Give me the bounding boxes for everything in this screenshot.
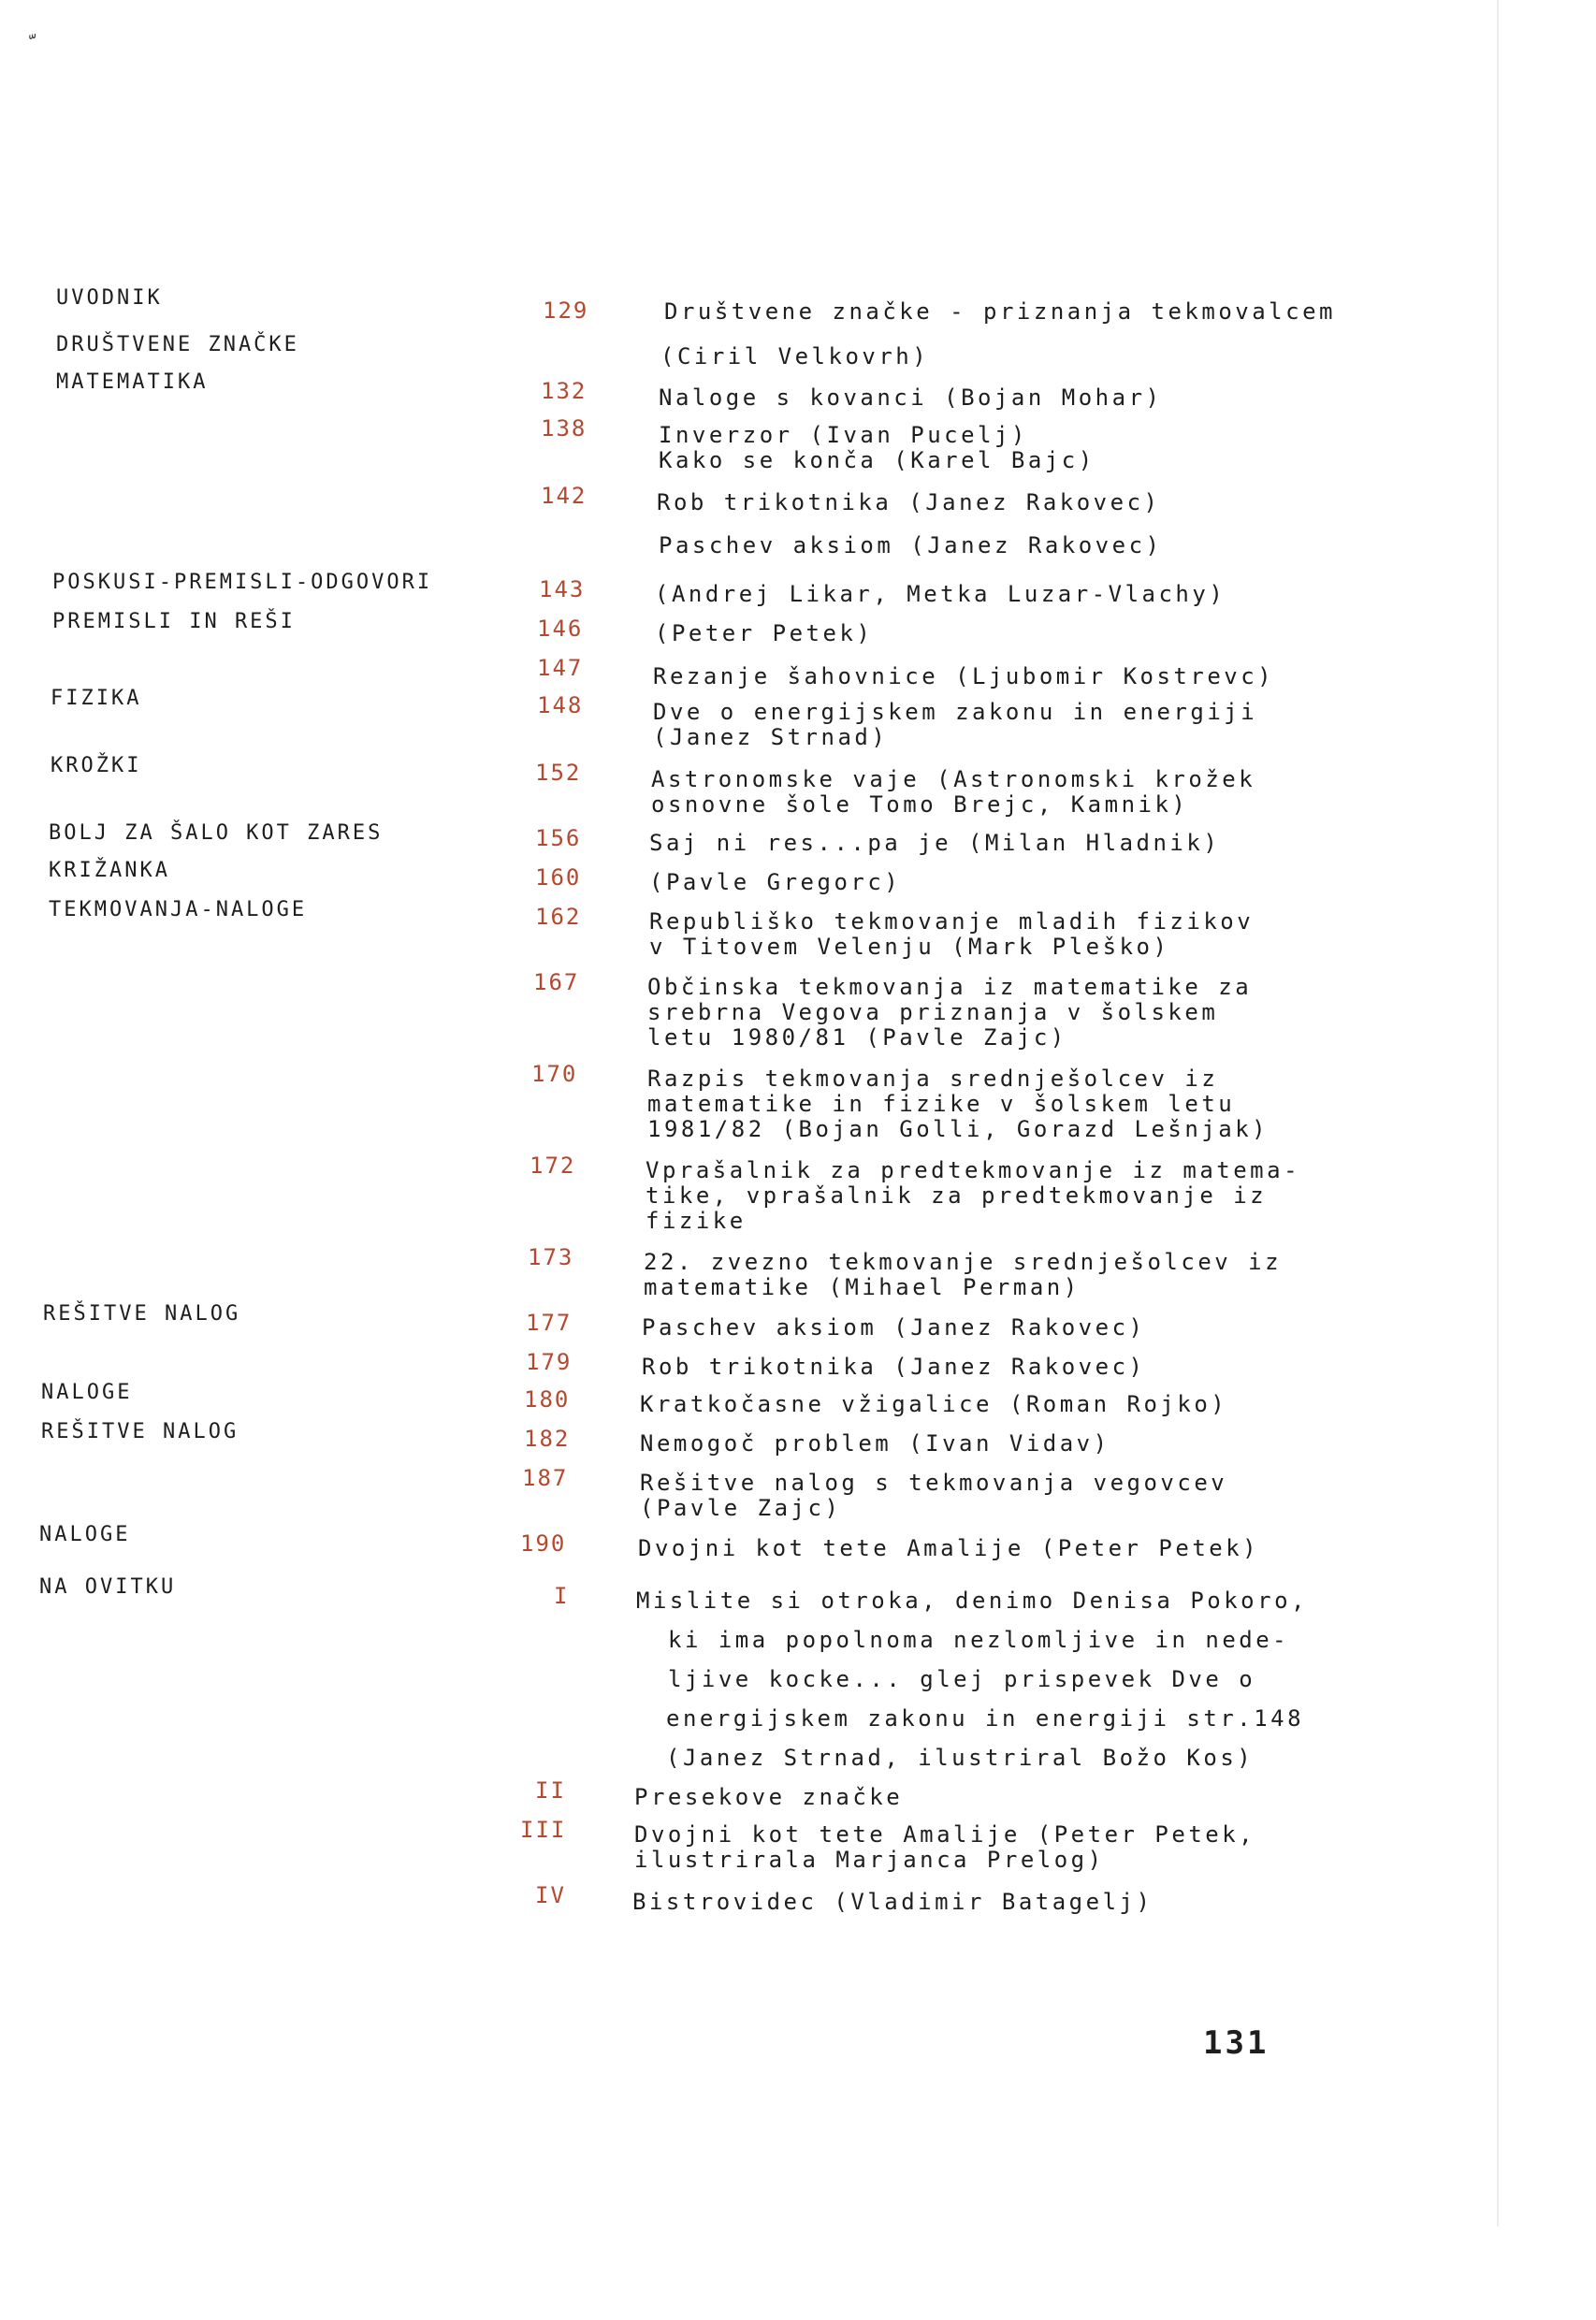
page-number: 173 (528, 1244, 574, 1270)
article-title: Rezanje šahovnice (Ljubomir Kostrevc) (653, 663, 1275, 689)
page-folio: 131 (1203, 2024, 1270, 2062)
section-heading: NALOGE (41, 1381, 133, 1404)
page-number: 170 (531, 1061, 578, 1087)
page-number: 129 (543, 297, 589, 324)
article-title: Naloge s kovanci (Bojan Mohar) (659, 384, 1163, 411)
article-title: (Janez Strnad, ilustriral Božo Kos) (666, 1745, 1255, 1771)
article-title: Rob trikotnika (Janez Rakovec) (657, 489, 1161, 515)
page-number: 167 (533, 969, 580, 995)
page-number: 132 (541, 378, 588, 404)
page-number: 147 (537, 655, 584, 681)
page-number: I (554, 1583, 570, 1609)
article-title: Rešitve nalog s tekmovanja vegovcev (Pavle Zajc) (640, 1470, 1228, 1521)
article-title: Saj ni res...pa je (Milan Hladnik) (649, 830, 1221, 856)
section-heading: POSKUSI-PREMISLI-ODGOVORI (52, 571, 433, 594)
section-heading: REŠITVE NALOG (43, 1302, 241, 1326)
article-title: Dvojni kot tete Amalije (Peter Petek) (638, 1535, 1260, 1561)
section-heading: MATEMATIKA (56, 370, 209, 394)
article-title: Nemogoč problem (Ivan Vidav) (640, 1430, 1110, 1457)
page-number: 162 (535, 904, 582, 930)
page-number: 180 (524, 1386, 571, 1413)
page-number: 179 (526, 1349, 573, 1375)
page-number: 148 (537, 692, 584, 718)
article-title: Razpis tekmovanja srednješolcev iz matematike in fizike v šolskem letu 1981/82 (Bojan Golli, Gorazd Lešnjak) (647, 1066, 1270, 1142)
page-number: 138 (541, 415, 588, 442)
article-title: ljive kocke... glej prispevek Dve o (668, 1666, 1256, 1692)
section-heading: DRUŠTVENE ZNAČKE (56, 333, 299, 356)
page-number: 156 (535, 825, 582, 851)
page-edge-line (1497, 0, 1499, 2226)
article-title: Dvojni kot tete Amalije (Peter Petek, ilustrirala Marjanca Prelog) (634, 1821, 1256, 1873)
page-number: II (535, 1777, 566, 1804)
page-number: 190 (520, 1530, 567, 1557)
section-heading: NA OVITKU (39, 1575, 177, 1599)
article-title: Paschev aksiom (Janez Rakovec) (659, 532, 1163, 558)
article-title: energijskem zakonu in energiji str.148 (666, 1705, 1305, 1732)
section-heading: REŠITVE NALOG (41, 1420, 239, 1443)
article-title: Občinska tekmovanja iz matematike za srebrna Vegova priznanja v šolskem letu 1980/81 (Pavle Zajc) (647, 974, 1253, 1051)
section-heading: FIZIKA (51, 687, 142, 710)
page-number: 152 (535, 760, 582, 786)
article-title: Bistrovidec (Vladimir Batagelj) (632, 1889, 1153, 1915)
section-heading: PREMISLI IN REŠI (52, 610, 296, 633)
section-heading: KRIŽANKA (49, 859, 170, 882)
article-title: (Ciril Velkovrh) (660, 343, 930, 370)
page-number: III (520, 1817, 567, 1843)
article-title: (Pavle Gregorc) (649, 869, 902, 895)
article-title: Dve o energijskem zakonu in energiji (Janez Strnad) (653, 699, 1258, 750)
article-title: Društvene značke - priznanja tekmovalcem (664, 298, 1336, 325)
section-heading: UVODNIK (56, 286, 163, 310)
section-heading: BOLJ ZA ŠALO KOT ZARES (49, 821, 384, 845)
article-title: Mislite si otroka, denimo Denisa Pokoro, (636, 1588, 1308, 1614)
section-heading: NALOGE (39, 1523, 131, 1546)
article-title: Vprašalnik za predtekmovanje iz matema- tike, vprašalnik za predtekmovanje iz fizike (646, 1157, 1301, 1234)
page-number: 177 (526, 1310, 573, 1336)
page-number: 187 (522, 1465, 569, 1491)
article-title: Kratkočasne vžigalice (Roman Rojko) (640, 1391, 1228, 1417)
article-title: Rob trikotnika (Janez Rakovec) (642, 1354, 1146, 1380)
page-number: IV (535, 1882, 566, 1908)
article-title: ki ima popolnoma nezlomljive in nede- (668, 1627, 1290, 1653)
page-number: 160 (535, 864, 582, 891)
article-title: Republiško tekmovanje mladih fizikov v Titovem Velenju (Mark Pleško) (649, 908, 1255, 960)
article-title: Presekove značke (634, 1784, 904, 1810)
page-number: 172 (530, 1153, 576, 1179)
page-number: 182 (524, 1426, 571, 1452)
article-title: (Andrej Likar, Metka Luzar-Vlachy) (655, 581, 1226, 607)
page-number: 146 (537, 616, 584, 642)
article-title: (Peter Petek) (655, 620, 874, 646)
section-heading: TEKMOVANJA-NALOGE (49, 898, 308, 921)
article-title: Astronomske vaje (Astronomski krožek osnovne šole Tomo Brejc, Kamnik) (651, 766, 1256, 818)
article-title: Paschev aksiom (Janez Rakovec) (642, 1314, 1146, 1341)
section-heading: KROŽKI (51, 754, 142, 777)
article-title: 22. zvezno tekmovanje srednješolcev iz matematike (Mihael Perman) (644, 1249, 1283, 1300)
article-title: Inverzor (Ivan Pucelj) Kako se konča (Karel Bajc) (659, 422, 1095, 473)
page-number: 143 (539, 576, 586, 602)
page-number: 142 (541, 483, 588, 509)
